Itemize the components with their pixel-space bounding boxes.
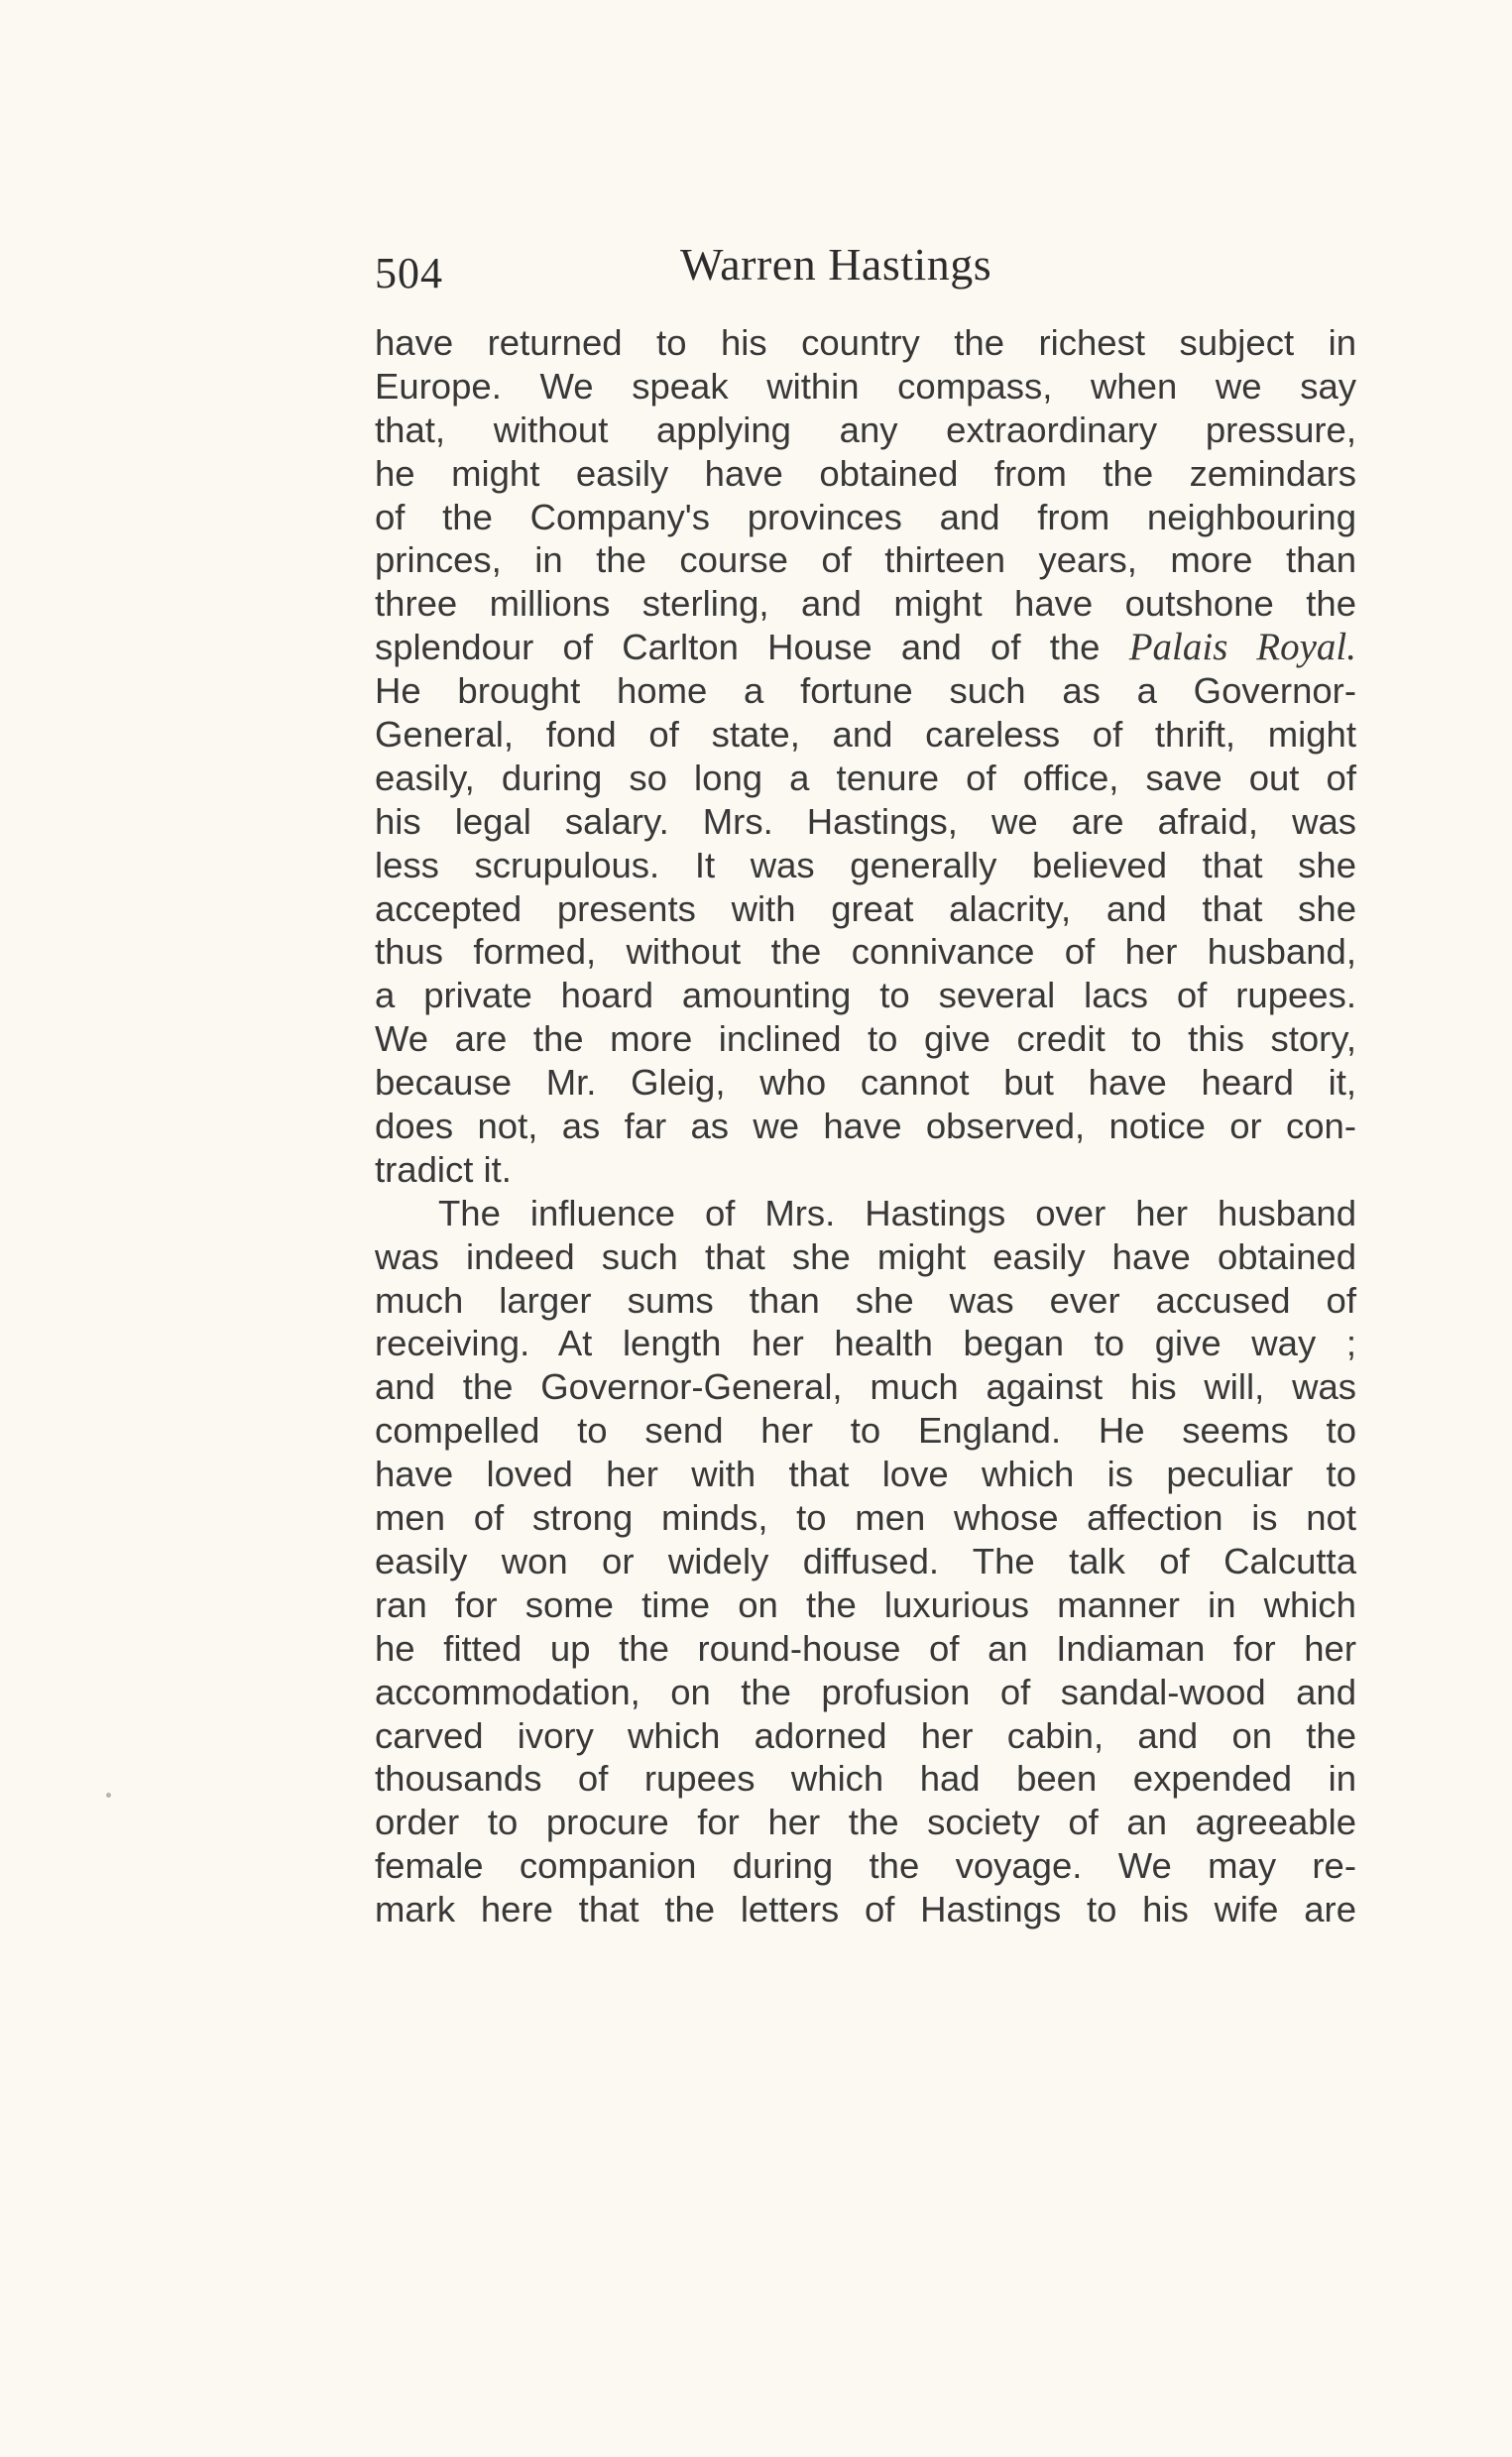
text-line: a private hoard amounting to several lacs of rupees. (375, 975, 1356, 1016)
paragraph (375, 321, 1356, 1192)
text-line: three millions sterling, and might have outshone the (375, 583, 1356, 625)
text-line: We are the more inclined to give credit to this story, (375, 1018, 1356, 1060)
paper-speck (106, 1793, 111, 1798)
text-line: Europe. We speak within compass, when we say (375, 365, 1356, 407)
text-line: The influence of Mrs. Hastings over her husband (438, 1192, 1356, 1233)
text-line: and the Governor-General, much against his will, was (375, 1366, 1356, 1408)
page-number: 504 (375, 249, 443, 297)
paragraph (375, 1192, 1356, 1931)
body-text (375, 321, 1356, 1931)
running-head (375, 238, 1366, 297)
text-line: tradict it. (375, 1148, 512, 1190)
text-line: men of strong minds, to men whose affection is not (375, 1497, 1356, 1539)
text-line: because Mr. Gleig, who cannot but have heard it, (375, 1062, 1356, 1104)
text-line: thus formed, without the connivance of her husband, (375, 931, 1356, 973)
text-line: have returned to his country the richest subject in (375, 322, 1356, 363)
text-line: carved ivory which adorned her cabin, and on the (375, 1714, 1356, 1756)
text-line: accepted presents with great alacrity, and that she (375, 887, 1356, 929)
text-line: mark here that the letters of Hastings to his wife are (375, 1889, 1356, 1930)
text-line: compelled to send her to England. He seems to (375, 1410, 1356, 1452)
text-line: General, fond of state, and careless of thrift, might (375, 714, 1356, 756)
text-line: his legal salary. Mrs. Hastings, we are afraid, was (375, 800, 1356, 842)
text-line: He brought home a fortune such as a Governor- (375, 670, 1356, 712)
italic-phrase: Palais Royal. (1128, 626, 1356, 669)
text-line: order to procure for her the society of an agreeable (375, 1802, 1356, 1843)
text-line: less scrupulous. It was generally believed that she (375, 844, 1356, 885)
text-line: accommodation, on the profusion of sandal-wood and (375, 1671, 1356, 1712)
text-line: does not, as far as we have observed, notice or con- (375, 1106, 1356, 1147)
text-line: he might easily have obtained from the zemindars (375, 452, 1356, 494)
text-line: much larger sums than she was ever accused of (375, 1279, 1356, 1321)
text-line: ran for some time on the luxurious manner in which (375, 1583, 1356, 1625)
text-segment: splendour of Carlton House and of the (375, 627, 1101, 668)
text-line: princes, in the course of thirteen years, more than (375, 539, 1356, 581)
text-line: that, without applying any extraordinary pressure, (375, 409, 1356, 450)
text-line: of the Company's provinces and from neighbouring (375, 496, 1356, 537)
text-line (375, 626, 1356, 669)
text-line: he fitted up the round-house of an Indiaman for her (375, 1627, 1356, 1669)
text-line: receiving. At length her health began to give way ; (375, 1323, 1356, 1364)
text-line: have loved her with that love which is peculiar to (375, 1454, 1356, 1495)
running-title: Warren Hastings (680, 239, 992, 290)
text-line: easily, during so long a tenure of office, save out of (375, 757, 1356, 798)
text-line: female companion during the voyage. We may re- (375, 1845, 1356, 1887)
text-line: was indeed such that she might easily have obtained (375, 1235, 1356, 1277)
text-line: easily won or widely diffused. The talk of Calcutta (375, 1540, 1356, 1581)
text-line: thousands of rupees which had been expended in (375, 1758, 1356, 1800)
